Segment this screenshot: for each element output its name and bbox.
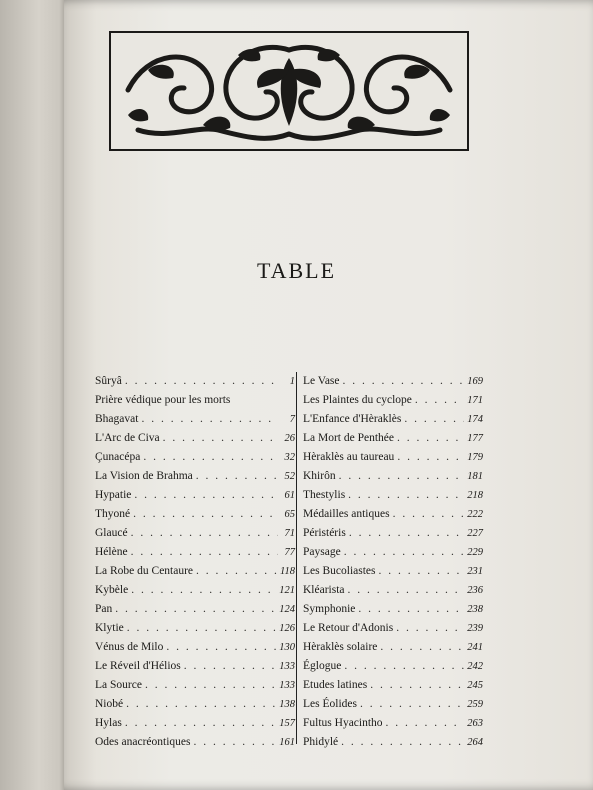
toc-entry [95, 581, 295, 600]
entry-title: Etudes latines [303, 679, 368, 691]
entry-page: 61 [284, 490, 295, 501]
toc-entry [303, 695, 483, 714]
leader-dots [344, 657, 464, 676]
leader-dots [163, 429, 278, 448]
entry-title: Symphonie [303, 603, 356, 615]
toc-entry [95, 410, 295, 429]
entry-page: 239 [467, 623, 483, 634]
leader-dots [133, 505, 278, 524]
toc-entry [95, 657, 295, 676]
toc-entry [303, 600, 483, 619]
leader-dots [196, 562, 277, 581]
entry-page: 161 [279, 737, 295, 748]
entry-title: Klytie [95, 622, 124, 634]
toc-entry [95, 448, 295, 467]
entry-page: 245 [467, 680, 483, 691]
leader-dots [396, 619, 464, 638]
entry-title: La Vision de Brahma [95, 470, 193, 482]
entry-title: Khirôn [303, 470, 336, 482]
entry-page: 118 [280, 566, 295, 577]
toc-entry [95, 733, 295, 752]
entry-page: 177 [467, 433, 483, 444]
toc-entry [95, 600, 295, 619]
entry-title: Niobé [95, 698, 124, 710]
entry-title: Fultus Hyacintho [303, 717, 383, 729]
entry-title: Thyoné [95, 508, 131, 520]
toc-entry [95, 638, 295, 657]
entry-title: Phidylé [303, 736, 339, 748]
toc-entry [95, 676, 295, 695]
toc-entry [95, 524, 295, 543]
entry-title: Vénus de Milo [95, 641, 164, 653]
entry-title: Églogue [303, 660, 342, 672]
entry-page: 52 [284, 471, 295, 482]
entry-page: 1 [289, 376, 295, 387]
leader-dots [358, 600, 464, 619]
page-title: TABLE [256, 258, 337, 283]
leader-dots [196, 467, 278, 486]
leader-dots [141, 410, 278, 429]
leader-dots [125, 372, 278, 391]
entry-page: 26 [284, 433, 295, 444]
entry-page: 133 [279, 680, 295, 691]
entry-page: 181 [467, 471, 483, 482]
entry-title: Sûryâ [95, 375, 122, 387]
entry-title: Kybèle [95, 584, 129, 596]
leader-dots [348, 486, 464, 505]
leader-dots [145, 676, 276, 695]
entry-page: 71 [284, 528, 295, 539]
toc-entry [95, 695, 295, 714]
toc-entry [303, 467, 483, 486]
leader-dots [386, 714, 465, 733]
entry-page: 242 [467, 661, 483, 672]
toc-entry [303, 448, 483, 467]
leader-dots [379, 562, 465, 581]
entry-title: Hélène [95, 546, 128, 558]
entry-title: L'Enfance d'Hèraklès [303, 413, 402, 425]
leader-dots [415, 391, 464, 410]
leader-dots [193, 733, 276, 752]
entry-page: 231 [467, 566, 483, 577]
toc-entry [303, 391, 483, 410]
toc-entry [303, 657, 483, 676]
entry-page: 124 [279, 604, 295, 615]
leader-dots [349, 524, 464, 543]
toc-entry [303, 372, 483, 391]
entry-page: 259 [467, 699, 483, 710]
entry-title: La Robe du Centaure [95, 565, 194, 577]
entry-page: 263 [467, 718, 483, 729]
entry-title: Pan [95, 603, 113, 615]
toc-entry [303, 562, 483, 581]
entry-page: 77 [284, 547, 295, 558]
leader-dots [404, 410, 464, 429]
leader-dots [393, 505, 465, 524]
floral-scroll-ornament-icon [108, 30, 470, 152]
leader-dots [348, 581, 465, 600]
entry-page: 126 [279, 623, 295, 634]
leader-dots [339, 467, 465, 486]
entry-title: Odes anacréontiques [95, 736, 191, 748]
entry-title: Prière védique pour les morts [95, 394, 231, 406]
entry-title: Le Vase [303, 375, 340, 387]
entry-title: Bhagavat [95, 413, 139, 425]
entry-title: Le Réveil d'Hélios [95, 660, 181, 672]
leader-dots [143, 448, 278, 467]
leader-dots [131, 543, 278, 562]
toc-entry [95, 562, 295, 581]
toc-right-column [303, 372, 483, 752]
entry-page: 133 [279, 661, 295, 672]
entry-page: 169 [467, 376, 483, 387]
leader-dots [126, 695, 276, 714]
entry-title: Le Retour d'Adonis [303, 622, 394, 634]
entry-title: Hypatie [95, 489, 132, 501]
leader-dots [341, 733, 464, 752]
toc-entry [303, 524, 483, 543]
leader-dots [184, 657, 277, 676]
entry-page: 130 [279, 642, 295, 653]
toc-entry [95, 714, 295, 733]
entry-page: 7 [289, 414, 295, 425]
entry-title: Médailles antiques [303, 508, 390, 520]
entry-page: 171 [467, 395, 483, 406]
toc-entry [95, 486, 295, 505]
entry-title: Hylas [95, 717, 122, 729]
toc-entry [303, 486, 483, 505]
toc-left-column [95, 372, 295, 752]
entry-title: Paysage [303, 546, 341, 558]
previous-page-edge [0, 0, 70, 790]
entry-page: 218 [467, 490, 483, 501]
toc-entry [95, 505, 295, 524]
entry-page: 229 [467, 547, 483, 558]
entry-page: 241 [467, 642, 483, 653]
toc-entry [303, 429, 483, 448]
leader-dots [360, 695, 464, 714]
toc-entry [303, 619, 483, 638]
toc-entry [95, 543, 295, 562]
toc-entry [303, 581, 483, 600]
entry-title: Hèraklès solaire [303, 641, 378, 653]
leader-dots [380, 638, 464, 657]
toc-entry [95, 467, 295, 486]
toc-entry [95, 372, 295, 391]
entry-title: La Source [95, 679, 142, 691]
entry-page: 174 [467, 414, 483, 425]
entry-title: Thestylis [303, 489, 346, 501]
column-divider [296, 372, 297, 744]
toc-entry [95, 391, 295, 410]
toc-entry [95, 429, 295, 448]
leader-dots [131, 524, 278, 543]
entry-page: 227 [467, 528, 483, 539]
entry-page: 264 [467, 737, 483, 748]
entry-page: 222 [467, 509, 483, 520]
leader-dots [166, 638, 276, 657]
entry-title: Les Bucoliastes [303, 565, 376, 577]
toc-entry [303, 714, 483, 733]
entry-title: Les Plaintes du cyclope [303, 394, 412, 406]
leader-dots [134, 486, 278, 505]
leader-dots [127, 619, 277, 638]
entry-page: 32 [284, 452, 295, 463]
leader-dots [131, 581, 276, 600]
entry-page: 138 [279, 699, 295, 710]
toc-entry [303, 676, 483, 695]
entry-page: 157 [279, 718, 295, 729]
leader-dots [370, 676, 464, 695]
leader-dots [344, 543, 465, 562]
leader-dots [397, 448, 464, 467]
entry-title: Çunacépa [95, 451, 141, 463]
leader-dots [343, 372, 465, 391]
entry-title: L'Arc de Civa [95, 432, 160, 444]
leader-dots [125, 714, 276, 733]
entry-page: 179 [467, 452, 483, 463]
entry-title: Kléarista [303, 584, 345, 596]
entry-title: La Mort de Penthée [303, 432, 395, 444]
toc-entry [303, 733, 483, 752]
leader-dots [115, 600, 276, 619]
leader-dots [397, 429, 464, 448]
toc-entry [303, 410, 483, 429]
toc-entry [95, 619, 295, 638]
toc-entry [303, 505, 483, 524]
entry-title: Hèraklès au taureau [303, 451, 395, 463]
entry-title: Glaucé [95, 527, 128, 539]
toc-entry [303, 638, 483, 657]
entry-page: 238 [467, 604, 483, 615]
entry-page: 236 [467, 585, 483, 596]
entry-page: 65 [284, 509, 295, 520]
entry-title: Péristéris [303, 527, 346, 539]
entry-title: Les Éolides [303, 698, 357, 710]
entry-page: 121 [279, 585, 295, 596]
toc-entry [303, 543, 483, 562]
